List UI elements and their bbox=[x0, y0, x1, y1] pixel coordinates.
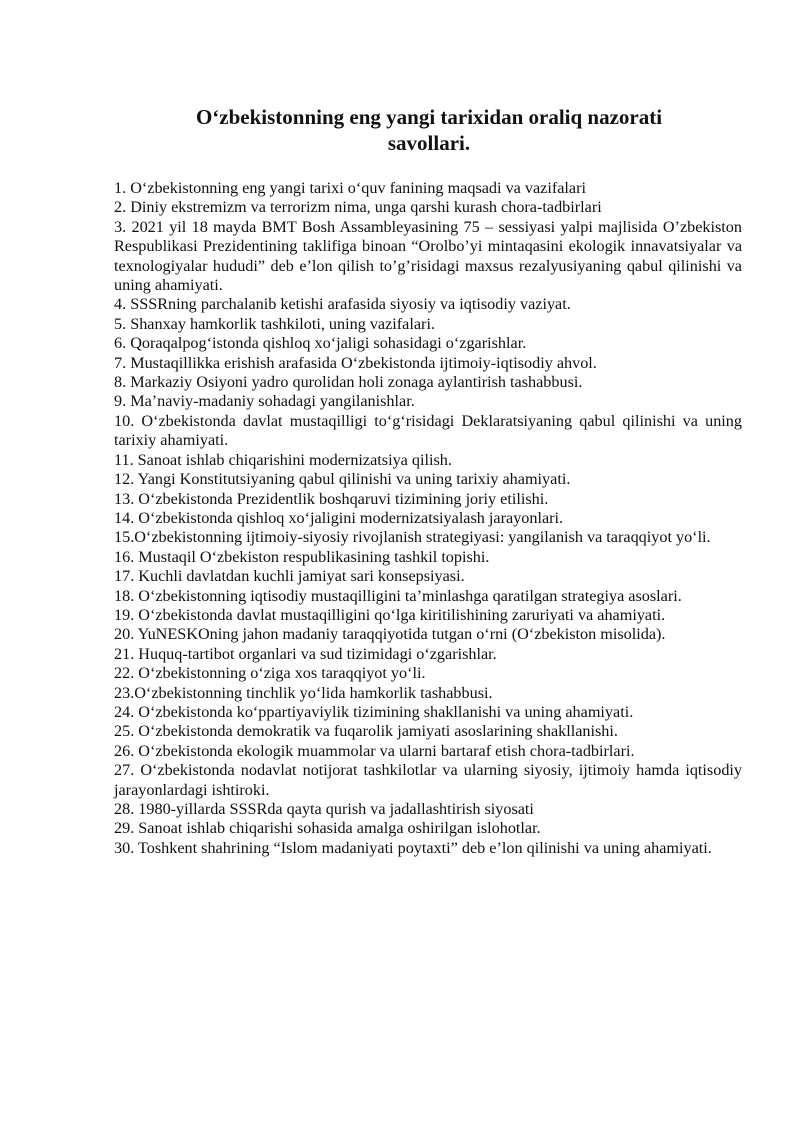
question-item: 13. O‘zbekistonda Prezidentlik boshqaruvi tizimining joriy etilishi. bbox=[114, 489, 549, 508]
question-item: 24. O‘zbekistonda ko‘ppartiyaviylik tizimining shakllanishi va uning ahamiyati. bbox=[114, 702, 634, 721]
question-item: 5. Shanxay hamkorlik tashkiloti, uning vazifalari. bbox=[114, 314, 435, 333]
question-item: 21. Huquq-tartibot organlari va sud tizimidagi o‘zgarishlar. bbox=[114, 644, 497, 663]
question-item: 26. O‘zbekistonda ekologik muammolar va ularni bartaraf etish chora-tadbirlari. bbox=[114, 741, 635, 760]
question-item: 25. O‘zbekistonda demokratik va fuqarolik jamiyati asoslarining shakllanishi. bbox=[114, 722, 618, 741]
question-item: 6. Qoraqalpog‘istonda qishloq xo‘jaligi sohasidagi o‘zgarishlar. bbox=[114, 334, 527, 353]
title-line-1: O‘zbekistonning eng yangi tarixidan oraliq nazorati bbox=[195, 105, 663, 129]
question-item: 18. O‘zbekistonning iqtisodiy mustaqilligini ta’minlashga qaratilgan strategiya asoslari. bbox=[114, 586, 682, 605]
question-item: 22. O‘zbekistonning o‘ziga xos taraqqiyot yo‘li. bbox=[114, 664, 426, 683]
question-item: 15.O‘zbekistonning ijtimoiy-siyosiy rivojlanish strategiyasi: yangilanish va taraqqiyot yo‘li. bbox=[114, 528, 711, 547]
question-list bbox=[114, 179, 742, 858]
question-item: 9. Ma’naviy-madaniy sohadagi yangilanishlar. bbox=[114, 392, 415, 411]
question-item: 12. Yangi Konstitutsiyaning qabul qilinishi va uning tarixiy ahamiyati. bbox=[114, 470, 571, 489]
question-item: 4. SSSRning parchalanib ketishi arafasida siyosiy va iqtisodiy vaziyat. bbox=[114, 295, 571, 314]
question-item: 19. O‘zbekistonda davlat mustaqilligini qo‘lga kiritilishining zaruriyati va ahamiyati. bbox=[114, 605, 666, 624]
question-item: 14. O‘zbekistonda qishloq xo‘jaligini modernizatsiyalash jarayonlari. bbox=[114, 508, 564, 527]
question-item: 23.O‘zbekistonning tinchlik yo‘lida hamkorlik tashabbusi. bbox=[114, 683, 493, 702]
question-item: 28. 1980-yillarda SSSRda qayta qurish va jadallashtirish siyosati bbox=[114, 800, 534, 818]
question-item: 2. Diniy ekstremizm va terrorizm nima, unga qarshi kurash chora-tadbirlari bbox=[114, 198, 602, 217]
question-item: 27. O‘zbekistonda nodavlat notijorat tashkilotlar va ularning siyosiy, ijtimoiy hamda iqtisodiy jarayonlardagi ishtiroki. bbox=[114, 761, 742, 799]
question-item: 3. 2021 yil 18 mayda BMT Bosh Assambleyasining 75 – sessiyasi yalpi majlisida O’zbekiston Respublikasi Prezidentining taklifiga binoan “Orolbo’yi mintaqasini ekologik innavatsiyalar va texnologiyalar hududi” deb e’lon qilish to’g’risidagi maxsus rezalyusiyaning qabul qilinishi va uning ahamiyati. bbox=[114, 217, 742, 295]
question-item: 1. O‘zbekistonning eng yangi tarixi o‘quv fanining maqsadi va vazifalari bbox=[114, 179, 586, 197]
question-item: 17. Kuchli davlatdan kuchli jamiyat sari konsepsiyasi. bbox=[114, 567, 465, 586]
question-item: 20. YuNESKOning jahon madaniy taraqqiyotida tutgan o‘rni (O‘zbekiston misolida). bbox=[114, 625, 666, 644]
question-item: 7. Mustaqillikka erishish arafasida O‘zbekistonda ijtimoiy-iqtisodiy ahvol. bbox=[114, 353, 597, 372]
question-item: 16. Mustaqil O‘zbekiston respublikasining tashkil topishi. bbox=[114, 547, 490, 566]
question-item: 11. Sanoat ishlab chiqarishini modernizatsiya qilish. bbox=[114, 450, 452, 469]
document-title bbox=[114, 104, 744, 156]
question-item: 10. O‘zbekistonda davlat mustaqilligi to‘g‘risidagi Deklaratsiyaning qabul qilinishi va uning tarixiy ahamiyati. bbox=[114, 411, 742, 450]
question-item: 30. Toshkent shahrining “Islom madaniyati poytaxti” deb e’lon qilinishi va uning ahamiyati. bbox=[114, 838, 712, 857]
question-item: 8. Markaziy Osiyoni yadro qurolidan holi zonaga aylantirish tashabbusi. bbox=[114, 373, 583, 392]
title-line-2: savollari. bbox=[387, 131, 471, 155]
question-item: 29. Sanoat ishlab chiqarishi sohasida amalga oshirilgan islohotlar. bbox=[114, 819, 541, 838]
